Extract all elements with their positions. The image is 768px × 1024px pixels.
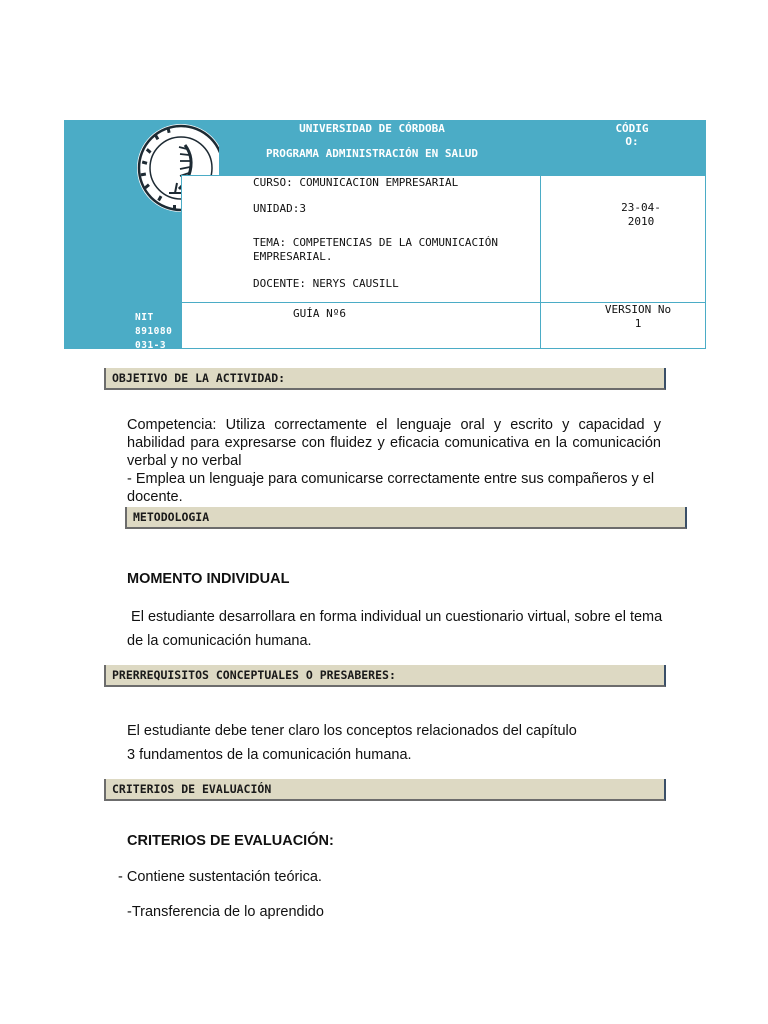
competency-text: Competencia: Utiliza correctamente el lenguaje oral y escrito y capacidad y habilidad para expresarse con fluidez y eficacia comunicativa en la comunicación verbal y no verbal	[127, 417, 661, 469]
unit-number: UNIDAD:3	[253, 202, 306, 215]
guide-number: GUÍA Nº6	[293, 307, 346, 320]
version-value: VERSION No 1	[604, 303, 672, 330]
methodology-text: El estudiante desarrollara en forma individual un cuestionario virtual, sobre el tema de la comunicación humana.	[127, 609, 667, 649]
methodology-section-bar: METODOLOGIA	[125, 507, 687, 529]
teacher: DOCENTE: NERYS CAUSILL	[253, 277, 399, 290]
criteria-section-bar: CRITERIOS DE EVALUACIÓN	[104, 779, 666, 801]
date-cell	[540, 175, 706, 303]
course-name: CURSO: COMUNICACION EMPRESARIAL	[253, 176, 459, 189]
criteria-item-2: -Transferencia de lo aprendido	[127, 904, 324, 920]
objective-section-bar: OBJETIVO DE LA ACTIVIDAD:	[104, 368, 666, 390]
objective-bullet: - Emplea un lenguaje para comunicarse correctamente entre sus compañeros y el docente.	[127, 471, 655, 505]
date-value: 23-04-2010	[621, 201, 661, 228]
codigo-label: CÓDIGO:	[615, 122, 649, 148]
program-title: PROGRAMA ADMINISTRACIÓN EN SALUD	[266, 147, 478, 160]
criteria-item-1: - Contiene sustentación teórica.	[118, 869, 322, 885]
individual-moment-heading: MOMENTO INDIVIDUAL	[127, 571, 290, 587]
topic: TEMA: COMPETENCIAS DE LA COMUNICACIÓN EMPRESARIAL.	[253, 236, 499, 263]
prerequisites-section-bar: PRERREQUISITOS CONCEPTUALES O PRESABERES:	[104, 665, 666, 687]
university-title: UNIVERSIDAD DE CÓRDOBA	[299, 122, 445, 135]
nit-number: NIT 891080 031-3	[135, 312, 173, 351]
prerequisites-text: El estudiante debe tener claro los conceptos relacionados del capítulo 3 fundamentos de la comunicación humana.	[127, 723, 577, 763]
criteria-heading: CRITERIOS DE EVALUACIÓN:	[127, 833, 334, 849]
